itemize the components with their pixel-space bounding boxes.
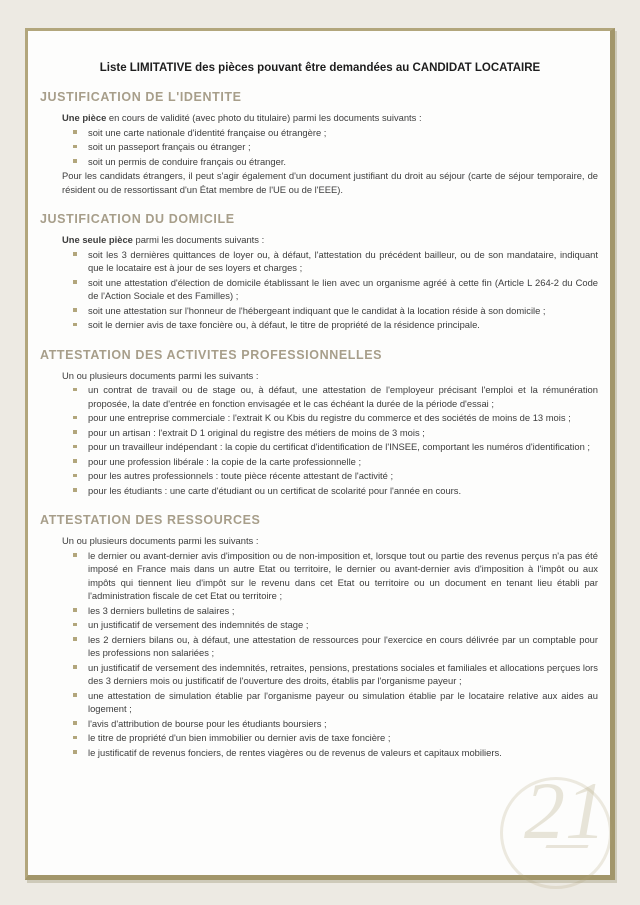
sections (40, 90, 600, 759)
section-heading: JUSTIFICATION DU DOMICILE (40, 212, 235, 226)
document-title: Liste LIMITATIVE des pièces pouvant être demandées au CANDIDAT LOCATAIRE (99, 62, 541, 74)
section-intro (62, 233, 598, 247)
bullet-item: un justificatif de versement des indemnités, retraites, pensions, prestations sociales et familiales et allocations perçues lors des 3 derniers mois ou justificatif de l'ouverture des droits, établis par l'organisme payeur ; (88, 661, 598, 686)
page-frame (25, 28, 615, 880)
document-section (40, 513, 600, 759)
bullet-item: les 3 derniers bulletins de salaires ; (88, 604, 598, 618)
bullet-item: un contrat de travail ou de stage ou, à défaut, une attestation de l'employeur précisant l'emploi et la rémunération proposée, la date d'entrée en fonction envisagée et le cas échéant la durée de la période d'essai ; (88, 384, 598, 409)
bullet-item: pour une entreprise commerciale : l'extrait K ou Kbis du registre du commerce et des sociétés de moins de 13 mois ; (88, 411, 598, 425)
watermark-numeral: 21 (524, 765, 606, 856)
section-heading: JUSTIFICATION DE L'IDENTITE (40, 90, 242, 104)
bullet-item: pour les autres professionnels : toute pièce récente attestant de l'activité ; (88, 469, 598, 483)
bullet-item: les 2 derniers bilans ou, à défaut, une attestation de ressources pour l'exercice en cours délivrée par un comptable pour les professions non salariées ; (88, 633, 598, 658)
bullet-item: un justificatif de versement des indemnités de stage ; (88, 618, 598, 632)
section-note: Pour les candidats étrangers, il peut s'agir également d'un document justifiant du droit au séjour (carte de séjour temporaire, de résident ou de ressortissant d'un État membre de l'UE ou de l'EEE). (62, 170, 598, 195)
bullet-item: soit une attestation d'élection de domicile établissant le lien avec un organisme agréé à cette fin (Article L 264-2 du Code de l'Action Sociale et des Familles) ; (88, 276, 598, 301)
bullet-item: pour les étudiants : une carte d'étudiant ou un certificat de scolarité pour l'année en cours. (88, 484, 598, 498)
bullet-item: soit une attestation sur l'honneur de l'hébergeant indiquant que le candidat à la location réside à son domicile ; (88, 304, 598, 318)
section-intro-lead: Une pièce (62, 112, 107, 123)
section-intro-lead: Une seule pièce (62, 234, 133, 245)
section-heading: ATTESTATION DES ACTIVITES PROFESSIONNELLES (40, 347, 383, 362)
bullet-item: pour un artisan : l'extrait D 1 original du registre des métiers de moins de 3 mois ; (88, 426, 598, 440)
bullet-list (40, 549, 598, 760)
document-section (40, 90, 600, 196)
section-intro-text: parmi les documents suivants : (132, 234, 265, 245)
bullet-item: pour un travailleur indépendant : la copie du certificat d'identification de l'INSEE, comportant les numéros d'identification ; (88, 440, 598, 454)
bullet-item: soit une carte nationale d'identité française ou étrangère ; (88, 126, 598, 140)
section-intro-text: en cours de validité (avec photo du titulaire) parmi les documents suivants : (106, 112, 422, 123)
document-section (40, 348, 600, 498)
bullet-item: une attestation de simulation établie par l'organisme payeur ou simulation établie par le locataire relative aux aides au logement ; (88, 689, 598, 714)
bullet-item: soit un permis de conduire français ou étranger. (88, 155, 598, 169)
section-intro-text: Un ou plusieurs documents parmi les suivants : (62, 535, 259, 546)
bullet-item: soit le dernier avis de taxe foncière ou, à défaut, le titre de propriété de la résidence principale. (88, 318, 598, 332)
bullet-item: soit un passeport français ou étranger ; (88, 140, 598, 154)
bullet-list (40, 248, 598, 332)
document-section (40, 212, 600, 332)
bullet-list (40, 383, 598, 497)
section-intro (62, 534, 598, 548)
section-intro (62, 111, 598, 125)
section-heading: ATTESTATION DES RESSOURCES (40, 513, 261, 527)
bullet-list (40, 126, 598, 169)
section-intro-text: Un ou plusieurs documents parmi les suivants : (62, 369, 259, 381)
bullet-item: le justificatif de revenus fonciers, de rentes viagères ou de revenus de valeurs et capitaux mobiliers. (88, 746, 598, 760)
bullet-item: pour une profession libérale : la copie de la carte professionnelle ; (88, 455, 598, 469)
bullet-item: soit les 3 dernières quittances de loyer ou, à défaut, l'attestation du précédent bailleur, ou de son mandataire, indiquant que le locataire est à jour de ses loyers et charges ; (88, 248, 598, 273)
bullet-item: le titre de propriété d'un bien immobilier ou dernier avis de taxe foncière ; (88, 731, 598, 745)
bullet-item: l'avis d'attribution de bourse pour les étudiants boursiers ; (88, 717, 598, 731)
bullet-item: le dernier ou avant-dernier avis d'imposition ou de non-imposition et, lorsque tout ou partie des revenus perçus n'a pas été imposé en France mais dans un autre Etat ou territoire, le dernier ou avant-dernier avis d'imposition à l'impôt ou aux impôts qui tiennent lieu d'impôt sur le revenu dans cet Etat ou territoire ou un document en tenant lieu établi par l'administration fiscale de cet Etat ou territoire ; (88, 549, 598, 601)
section-intro (62, 369, 598, 383)
